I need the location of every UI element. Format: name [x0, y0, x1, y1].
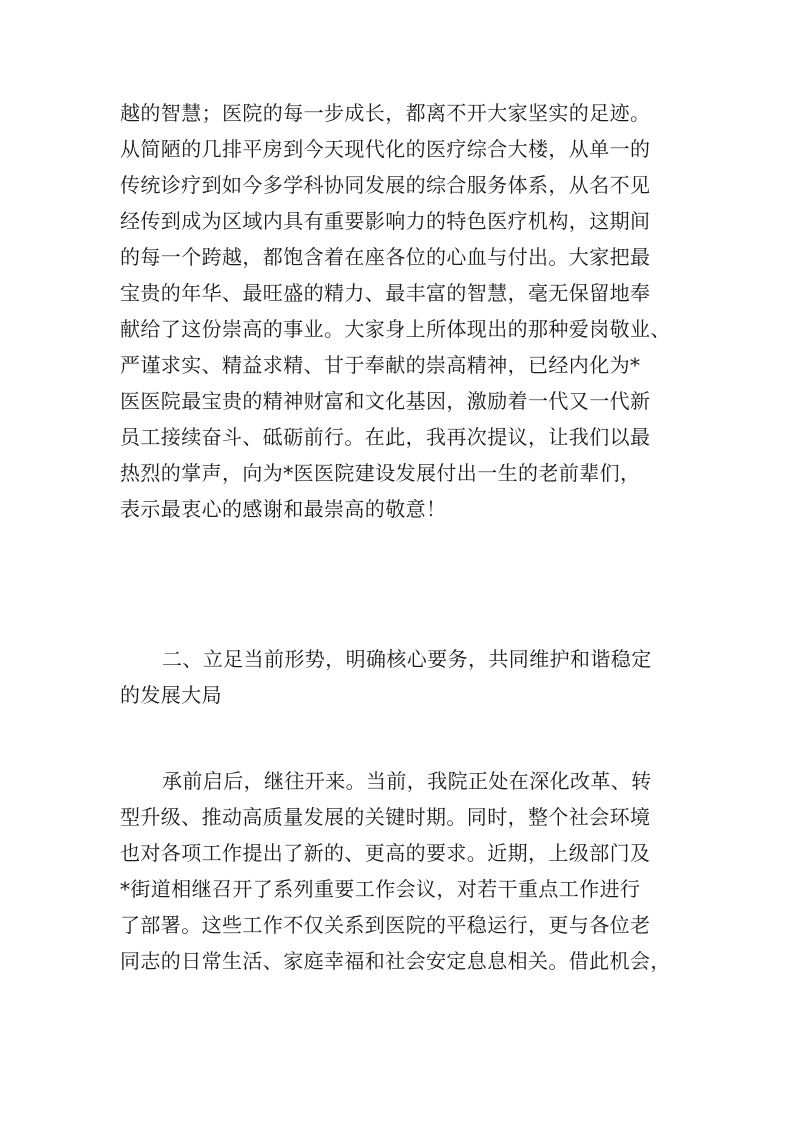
text-line: 了部署。这些工作不仅关系到医院的平稳运行，更与各位老 [120, 913, 651, 937]
text-line: 严谨求实、精益求精、甘于奉献的崇高精神，已经内化为* [120, 353, 641, 377]
text-line: 的每一个跨越，都饱含着在座各位的心血与付出。大家把最 [120, 245, 651, 269]
text-line: 承前启后，继往开来。当前，我院正处在深化改革、转 [162, 769, 652, 793]
text-line: 热烈的掌声，向为*医医院建设发展付出一生的老前辈们， [120, 461, 641, 485]
paragraph-situation [120, 763, 695, 979]
text-line: 经传到成为区域内具有重要影响力的特色医疗机构，这期间 [120, 209, 651, 233]
section-heading [120, 641, 695, 713]
text-line: 宝贵的年华、最旺盛的精力、最丰富的智慧，毫无保留地奉 [120, 281, 651, 305]
text-line: 越的智慧；医院的每一步成长，都离不开大家坚实的足迹。 [120, 101, 651, 125]
text-line: *街道相继召开了系列重要工作会议，对若干重点工作进行 [120, 877, 641, 901]
text-line: 医医院最宝贵的精神财富和文化基因，激励着一代又一代新 [120, 389, 651, 413]
text-line: 传统诊疗到如今多学科协同发展的综合服务体系，从名不见 [120, 173, 651, 197]
heading-line: 的发展大局 [120, 683, 222, 707]
text-line: 献给了这份崇高的事业。大家身上所体现出的那种爱岗敬业、 [120, 317, 671, 341]
heading-line: 二、立足当前形势，明确核心要务，共同维护和谐稳定 [162, 647, 652, 671]
text-line: 员工接续奋斗、砥砺前行。在此，我再次提议，让我们以最 [120, 425, 651, 449]
text-line: 表示最衷心的感谢和最崇高的敬意！ [120, 497, 447, 521]
text-line: 从简陋的几排平房到今天现代化的医疗综合大楼，从单一的 [120, 137, 651, 161]
paragraph-gratitude [120, 95, 695, 527]
text-line: 也对各项工作提出了新的、更高的要求。近期，上级部门及 [120, 841, 651, 865]
text-line: 型升级、推动高质量发展的关键时期。同时，整个社会环境 [120, 805, 651, 829]
text-line: 同志的日常生活、家庭幸福和社会安定息息相关。借此机会， [120, 949, 671, 973]
